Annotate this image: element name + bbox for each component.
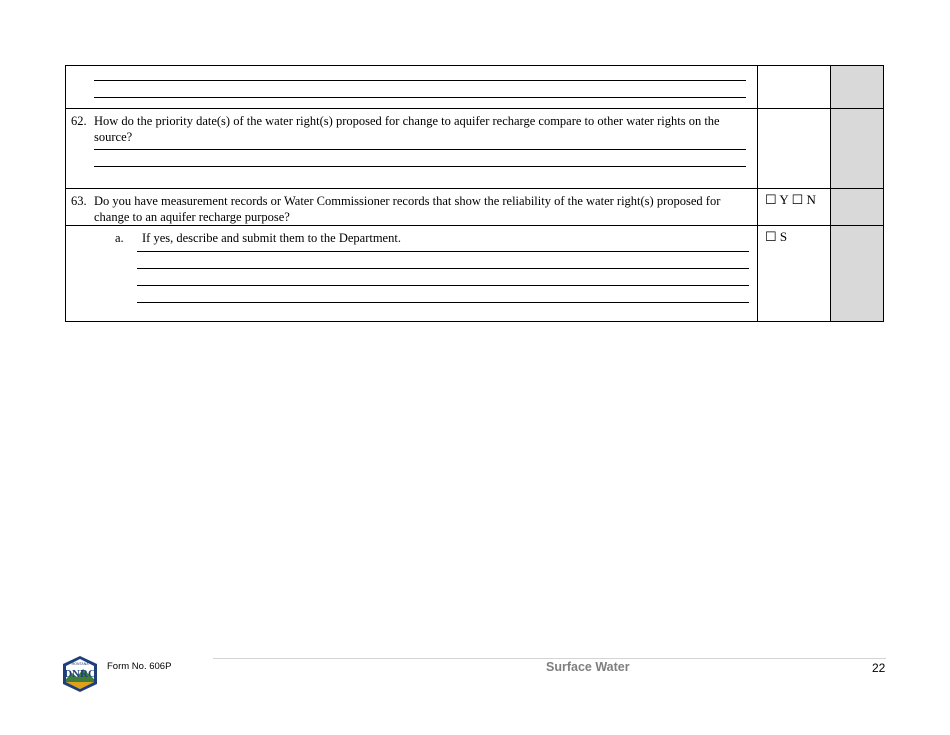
question-number: 62.: [71, 114, 87, 128]
answer-line[interactable]: [94, 81, 746, 98]
dnrc-logo: [60, 655, 100, 693]
answer-line[interactable]: [94, 150, 746, 167]
s-checkbox-cell: [758, 226, 831, 322]
table-row: [66, 109, 884, 189]
yes-no-checkboxes[interactable]: ☐ Y ☐ N: [765, 192, 816, 207]
check-cell: [758, 66, 831, 109]
table-row: [66, 66, 884, 109]
question-63a-cell: [66, 226, 758, 322]
question-62-cell: [66, 109, 758, 189]
page-number: 22: [872, 661, 886, 675]
logo-subtext: MONTANA: [71, 662, 89, 666]
logo-text: DNRC: [64, 668, 96, 680]
answer-line[interactable]: [137, 252, 749, 269]
answer-line[interactable]: [137, 286, 749, 303]
question-text: Do you have measurement records or Water Commissioner records that show the reliability of the water right(s) proposed for change to an aquifer recharge purpose?: [94, 194, 721, 224]
sub-question-letter: a.: [115, 231, 124, 245]
question-text: How do the priority date(s) of the water right(s) proposed for change to aquifer recharge compare to other water rights on the source?: [94, 114, 720, 144]
shaded-cell: [831, 189, 884, 226]
answer-line[interactable]: [94, 70, 746, 81]
s-checkbox[interactable]: ☐ S: [765, 229, 788, 244]
shaded-cell: [831, 66, 884, 109]
sub-question-text: If yes, describe and submit them to the Department.: [142, 231, 401, 245]
questionnaire-table: [65, 65, 884, 322]
check-cell: [758, 109, 831, 189]
question-63-cell: [66, 189, 758, 226]
shaded-cell: [831, 109, 884, 189]
section-title: Surface Water: [546, 660, 630, 674]
question-number: 63.: [71, 194, 87, 208]
continuation-cell: [66, 66, 758, 109]
form-number: Form No. 606P: [107, 661, 172, 672]
table-row: [66, 189, 884, 226]
table-row: [66, 226, 884, 322]
yes-no-checkbox-cell: [758, 189, 831, 226]
answer-line[interactable]: [137, 269, 749, 286]
shaded-cell: [831, 226, 884, 322]
footer-divider: [213, 658, 886, 659]
